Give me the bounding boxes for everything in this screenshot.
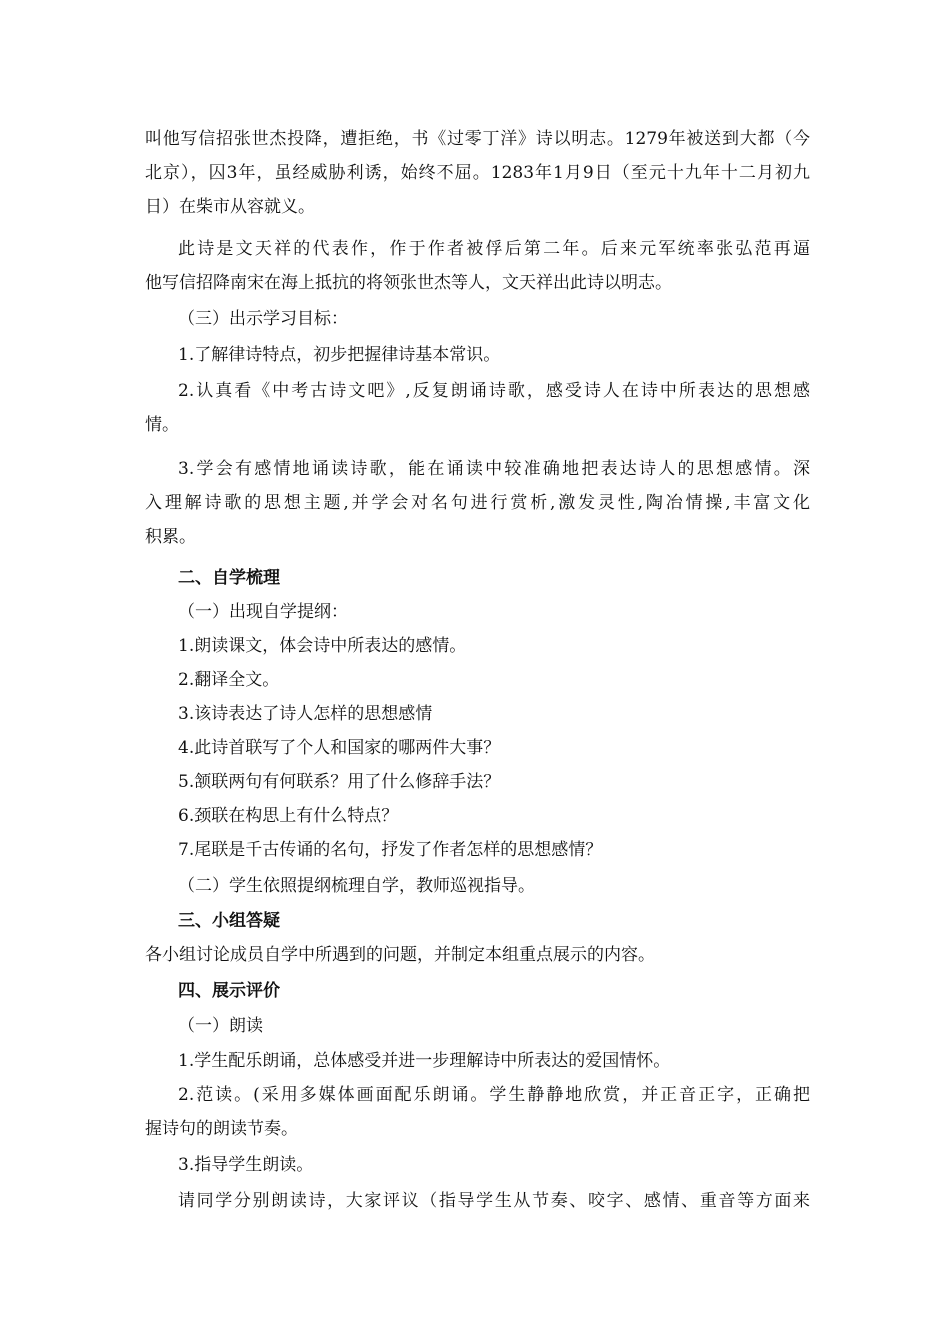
outline-question: 7.尾联是千古传诵的名句，抒发了作者怎样的思想感情？ xyxy=(178,840,603,860)
reading-item-continued: 握诗句的朗读节奏。 xyxy=(145,1119,298,1139)
goal-item: 2.认真看《中考古诗文吧》,反复朗诵诗歌，感受诗人在诗中所表达的思想感 xyxy=(178,381,810,401)
section-title: 二、自学梳理 xyxy=(178,568,280,588)
reading-item: 请同学分别朗读诗，大家评议（指导学生从节奏、咬字、感情、重音等方面来 xyxy=(178,1191,810,1211)
goal-item-continued: 入理解诗歌的思想主题,并学会对名句进行赏析,激发灵性,陶冶情操,丰富文化 xyxy=(145,493,810,513)
section-text: 各小组讨论成员自学中所遇到的问题，并制定本组重点展示的内容。 xyxy=(145,945,655,965)
goal-item-continued: 积累。 xyxy=(145,527,196,547)
outline-question: 5.颔联两句有何联系？用了什么修辞手法？ xyxy=(178,772,501,792)
outline-heading: （一）出现自学提纲： xyxy=(178,602,348,622)
paragraph-line: 他写信招降南宋在海上抵抗的将领张世杰等人，文天祥出此诗以明志。 xyxy=(145,273,672,293)
outline-question: 2.翻译全文。 xyxy=(178,670,280,690)
section-title: 三、小组答疑 xyxy=(178,911,280,931)
reading-item: 3.指导学生朗读。 xyxy=(178,1155,314,1175)
outline-question: 3.该诗表达了诗人怎样的思想感情 xyxy=(178,704,433,724)
section-title: 四、展示评价 xyxy=(178,981,280,1001)
paragraph-line: 叫他写信招张世杰投降，遭拒绝，书《过零丁洋》诗以明志。1279年被送到大都（今 xyxy=(145,129,810,149)
goal-item: 1.了解律诗特点，初步把握律诗基本常识。 xyxy=(178,345,501,365)
paragraph-line: 日）在柴市从容就义。 xyxy=(145,197,315,217)
paragraph-line: 此诗是文天祥的代表作，作于作者被俘后第二年。后来元军统率张弘范再逼 xyxy=(178,239,810,259)
reading-item: 2.范读。(采用多媒体画面配乐朗诵。学生静静地欣赏，并正音正字，正确把 xyxy=(178,1085,810,1105)
outline-question: 1.朗读课文，体会诗中所表达的感情。 xyxy=(178,636,467,656)
goal-item: 3.学会有感情地诵读诗歌，能在诵读中较准确地把表达诗人的思想感情。深 xyxy=(178,459,810,479)
reading-heading: （一）朗读 xyxy=(178,1016,263,1036)
paragraph-line: 北京），囚3年，虽经威胁利诱，始终不屈。1283年1月9日（至元十九年十二月初九 xyxy=(145,163,810,183)
guide-text: （二）学生依照提纲梳理自学，教师巡视指导。 xyxy=(178,876,535,896)
outline-question: 4.此诗首联写了个人和国家的哪两件大事？ xyxy=(178,738,501,758)
outline-question: 6.颈联在构思上有什么特点？ xyxy=(178,806,399,826)
goal-item-continued: 情。 xyxy=(145,415,179,435)
reading-item: 1.学生配乐朗诵，总体感受并进一步理解诗中所表达的爱国情怀。 xyxy=(178,1051,671,1071)
goals-heading: （三）出示学习目标： xyxy=(178,309,348,329)
